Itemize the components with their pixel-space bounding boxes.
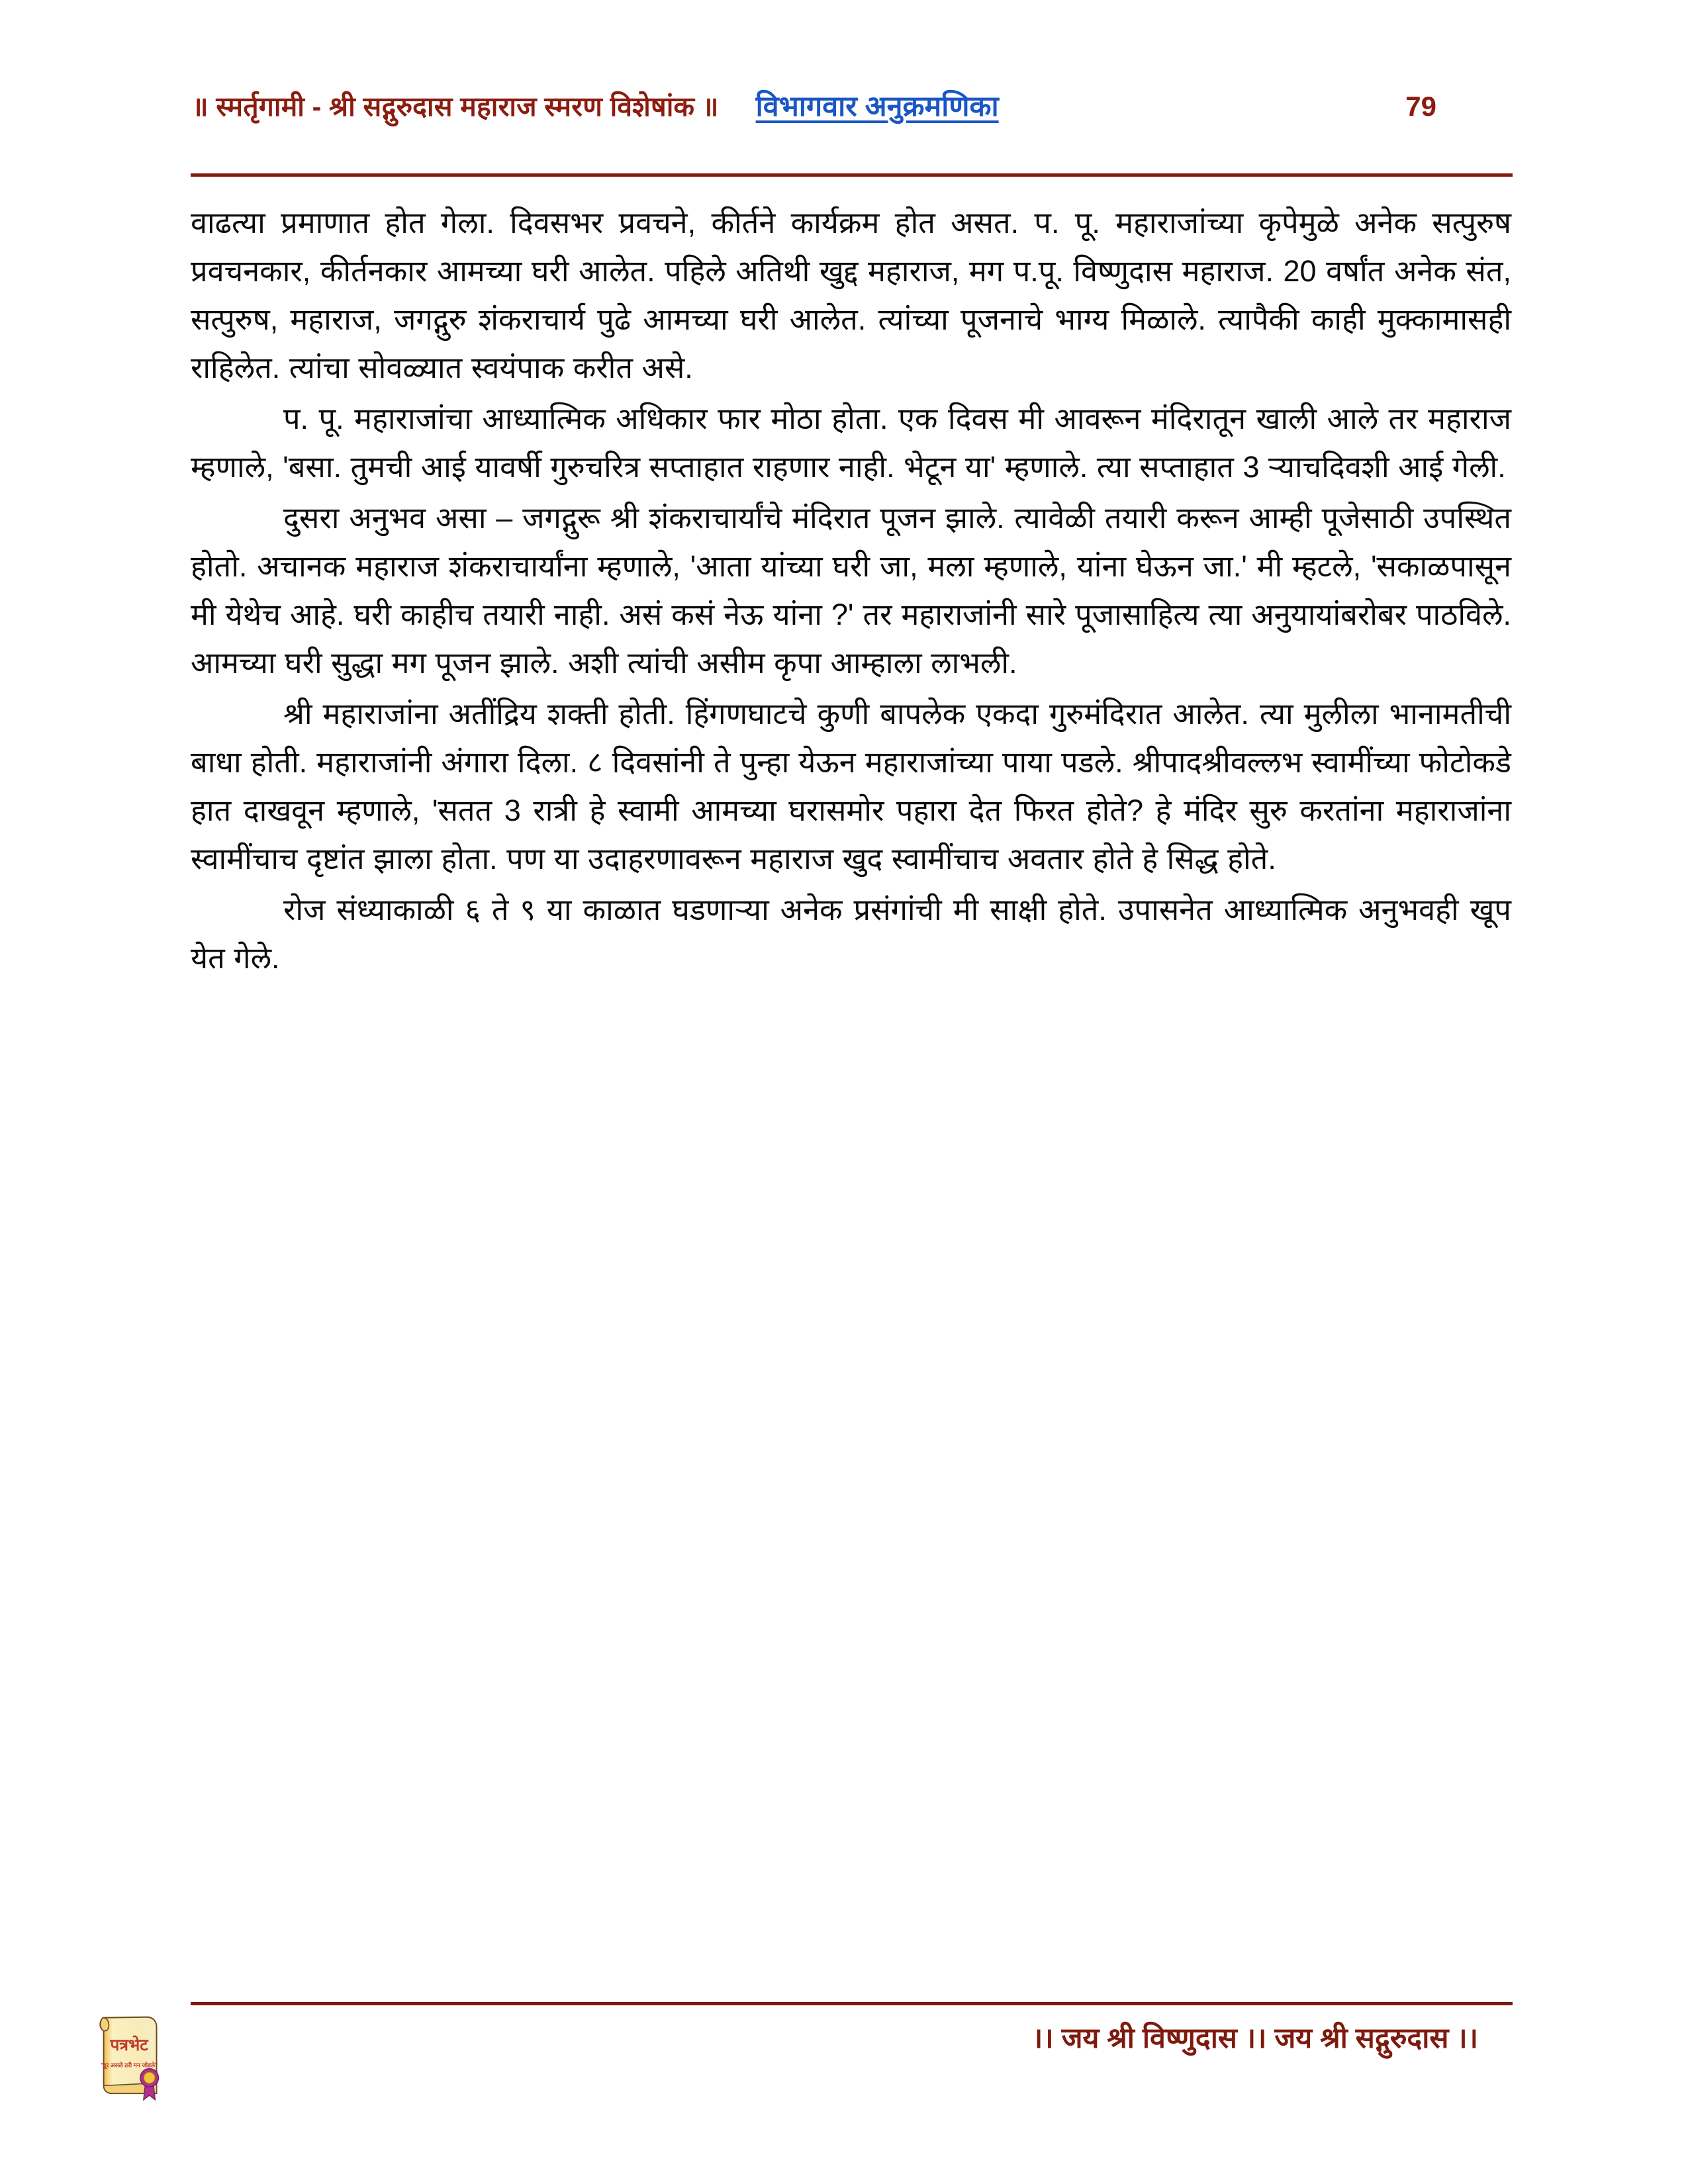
ribbon-icon bbox=[140, 2069, 159, 2100]
page-number: 79 bbox=[1405, 91, 1436, 122]
page-header bbox=[192, 93, 1509, 140]
footer-divider bbox=[191, 2002, 1513, 2005]
index-link[interactable]: विभागवार अनुक्रमणिका bbox=[755, 91, 999, 122]
paragraph: दुसरा अनुभव असा – जगद्गुरू श्री शंकराचार्यांचे मंदिरात पूजन झाले. त्यावेळी तयारी करून आम्ही पूजेसाठी उपस्थित होतो. अचानक महाराज शंकराचार्यांना म्हणाले, 'आता यांच्या घरी जा, मला म्हणाले, यांना घेऊन जा.' मी म्हटले, 'सकाळपासून मी येथेच आहे. घरी काहीच तयारी नाही. असं कसं नेऊ यांना ?' तर महाराजांनी सारे पूजासाहित्य त्या अनुयायांबरोबर पाठविले. आमच्या घरी सुद्धा मग पूजन झाले. अशी त्यांची असीम कृपा आम्हाला लाभली. bbox=[191, 501, 1511, 680]
logo-tagline: "दूर असले तरी मन जोडले" bbox=[100, 2062, 158, 2069]
scroll-icon bbox=[83, 2004, 181, 2103]
paragraph: प. पू. महाराजांचा आध्यात्मिक अधिकार फार मोठा होता. एक दिवस मी आवरून मंदिरातून खाली आले तर महाराज म्हणाले, 'बसा. तुमची आई यावर्षी गुरुचरित्र सप्ताहात राहणार नाही. भेटून या' म्हणाले. त्या सप्ताहात 3 ऱ्याचदिवशी आई गेली. bbox=[191, 402, 1511, 484]
paragraph: रोज संध्याकाळी ६ ते ९ या काळात घडणाऱ्या अनेक प्रसंगांची मी साक्षी होते. उपासनेत आध्यात्मिक अनुभवही खूप येत गेले. bbox=[191, 893, 1511, 975]
header-title: ॥ स्मर्तृगामी - श्री सद्गुरुदास महाराज स्मरण विशेषांक ॥ bbox=[192, 91, 719, 122]
header-divider bbox=[191, 173, 1513, 177]
footer-invocation: ।। जय श्री विष्णुदास ।। जय श्री सद्गुरुदास ।। bbox=[1032, 2023, 1478, 2054]
body-text bbox=[191, 199, 1511, 985]
paragraph: श्री महाराजांना अतींद्रिय शक्ती होती. हिंगणघाटचे कुणी बापलेक एकदा गुरुमंदिरात आलेत. त्या मुलीला भानामतीची बाधा होती. महाराजांनी अंगारा दिला. ८ दिवसांनी ते पुन्हा येऊन महाराजांच्या पाया पडले. श्रीपादश्रीवल्लभ स्वामींच्या फोटोकडे हात दाखवून म्हणाले, 'सतत 3 रात्री हे स्वामी आमच्या घरासमोर पहारा देत फिरत होते? हे मंदिर सुरु करतांना महाराजांना स्वामींचाच दृष्टांत झाला होता. पण या उदाहरणावरून महाराज खुद स्वामींचाच अवतार होते हे सिद्ध होते. bbox=[191, 697, 1511, 876]
paragraph: वाढत्या प्रमाणात होत गेला. दिवसभर प्रवचने, कीर्तने कार्यक्रम होत असत. प. पू. महाराजांच्या कृपेमुळे अनेक सत्पुरुष प्रवचनकार, कीर्तनकार आमच्या घरी आलेत. पहिले अतिथी खुद्द महाराज, मग प.पू. विष्णुदास महाराज. 20 वर्षांत अनेक संत, सत्पुरुष, महाराज, जगद्गुरु शंकराचार्य पुढे आमच्या घरी आलेत. त्यांच्या पूजनाचे भाग्य मिळाले. त्यापैकी काही मुक्कामासही राहिलेत. त्यांचा सोवळ्यात स्वयंपाक करीत असे. bbox=[191, 206, 1511, 385]
patrabhet-logo bbox=[83, 2004, 181, 2103]
logo-name: पत्रभेट bbox=[110, 2036, 148, 2055]
